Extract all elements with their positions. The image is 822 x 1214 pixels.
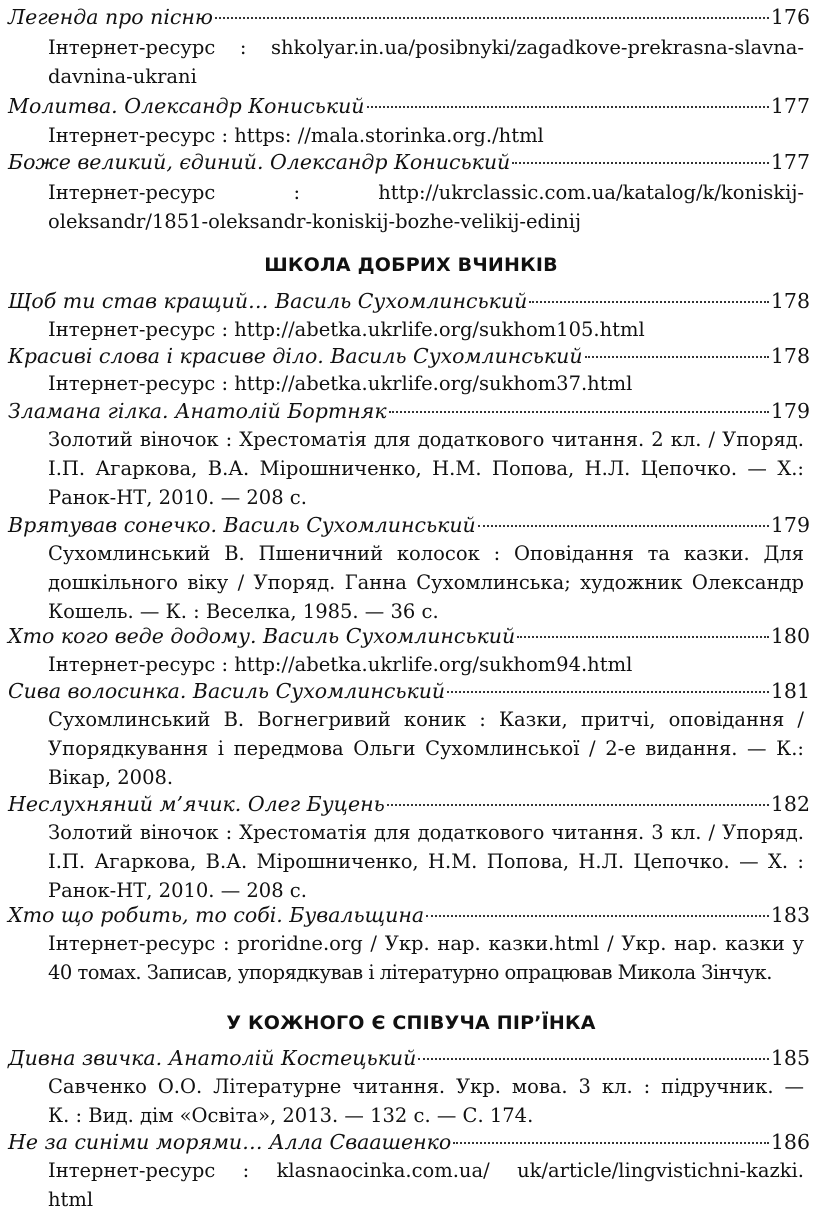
source-line: Ранок-НТ, 2010. — 208 с. — [48, 486, 307, 509]
source-line: davnina-ukrani — [48, 65, 197, 88]
entry-title: Врятував сонечко. Василь Сухомлинський — [8, 513, 476, 537]
entry-title: Молитва. Олександр Кониський — [8, 94, 365, 118]
source-line: К. : Вид. дім «Освіта», 2013. — 132 с. — С. 174. — [48, 1104, 534, 1127]
section-heading: У КОЖНОГО Є СПІВУЧА ПІР’ЇНКА — [226, 1012, 596, 1034]
dot-leader — [517, 635, 769, 638]
entry-page-number: 179 — [770, 513, 810, 537]
entry-page-number: 177 — [770, 150, 810, 174]
entry-source — [48, 818, 804, 905]
dot-leader — [389, 410, 769, 413]
entry-source — [48, 650, 804, 679]
entry-page-number: 186 — [770, 1130, 810, 1154]
dot-leader — [215, 16, 769, 19]
entry-source — [48, 369, 804, 398]
entry-page-number: 178 — [770, 344, 810, 368]
entry-page-number: 179 — [770, 399, 810, 423]
source-line: Інтернет-ресурс : https: //mala.storinka.org./html — [48, 124, 544, 147]
toc-entry — [8, 789, 810, 819]
toc-entry — [8, 2, 810, 32]
dot-leader — [585, 355, 769, 358]
source-line: 40 томах. Записав, упорядкував і літературно опрацював Микола Зінчук. — [48, 961, 772, 984]
entry-page-number: 183 — [770, 903, 810, 927]
entry-page-number: 185 — [770, 1046, 810, 1070]
entry-page-number: 181 — [770, 679, 810, 703]
source-line: Сухомлинський В. Пшеничний колосок : Оповідання та казки. Для — [48, 542, 804, 565]
source-line: oleksandr/1851-oleksandr-koniskij-bozhe-velikij-edinij — [48, 210, 582, 233]
entry-title: Хто що робить, то собі. Бувальщина — [8, 903, 425, 927]
entry-source — [48, 1072, 804, 1130]
toc-entry — [8, 1127, 810, 1157]
entry-page-number: 178 — [770, 289, 810, 313]
source-line: дошкільного віку / Упоряд. Ганна Сухомлинська; художник Олександр — [48, 571, 804, 594]
source-line: Кошель. — К. : Веселка, 1985. — 36 с. — [48, 600, 439, 623]
entry-source — [48, 705, 804, 792]
source-line: Упорядкування і передмова Ольги Сухомлинської / 2-е видання. — К.: — [48, 737, 804, 760]
entry-source — [48, 33, 804, 91]
entry-title: Дивна звичка. Анатолій Костецький — [8, 1046, 417, 1070]
dot-leader — [447, 690, 769, 693]
entry-source — [48, 1156, 804, 1214]
dot-leader — [478, 524, 769, 527]
entry-title: Щоб ти став кращий… Василь Сухомлинський — [8, 289, 528, 313]
source-line: Золотий віночок : Хрестоматія для додаткового читання. 3 кл. / Упоряд. — [48, 821, 804, 844]
toc-entry — [8, 621, 810, 651]
entry-page-number: 182 — [770, 792, 810, 816]
source-line: Інтернет-ресурс : http://abetka.ukrlife.org/sukhom105.html — [48, 318, 645, 341]
entry-title: Легенда про пісню — [8, 5, 213, 29]
source-line: html — [48, 1188, 94, 1211]
source-line: Ранок-НТ, 2010. — 208 с. — [48, 879, 307, 902]
source-line: І.П. Агаркова, В.А. Мірошниченко, Н.М. Попова, Н.Л. Цепочко. — Х. : — [48, 850, 804, 873]
entry-title: Сива волосинка. Василь Сухомлинський — [8, 679, 446, 703]
source-line: Інтернет-ресурс : klasnaocinka.com.ua/ uk/article/lingvistichni-kazki. — [48, 1159, 804, 1182]
entry-title: Неслухняний м’ячик. Олег Буцень — [8, 792, 385, 816]
entry-source — [48, 121, 804, 150]
toc-entry — [8, 147, 810, 177]
entry-title: Красиві слова і красиве діло. Василь Сухомлинський — [8, 344, 583, 368]
entry-source — [48, 425, 804, 512]
toc-entry — [8, 341, 810, 371]
entry-source — [48, 929, 804, 987]
toc-entry — [8, 676, 810, 706]
dot-leader — [529, 300, 769, 303]
source-line: Інтернет-ресурс : proridne.org / Укр. нар. казки.html / Укр. нар. казки у — [48, 932, 804, 955]
source-line: Сухомлинський В. Вогнегривий коник : Казки, притчі, оповідання / — [48, 708, 804, 731]
section-heading: ШКОЛА ДОБРИХ ВЧИНКІВ — [264, 254, 558, 276]
dot-leader — [418, 1057, 769, 1060]
toc-entry — [8, 91, 810, 121]
dot-leader — [512, 161, 769, 164]
dot-leader — [367, 105, 769, 108]
source-line: Інтернет-ресурс : http://abetka.ukrlife.org/sukhom94.html — [48, 653, 633, 676]
toc-entry — [8, 396, 810, 426]
source-line: Вікар, 2008. — [48, 766, 174, 789]
entry-source — [48, 315, 804, 344]
entry-title: Хто кого веде додому. Василь Сухомлинський — [8, 624, 516, 648]
toc-entry — [8, 286, 810, 316]
entry-title: Зламана гілка. Анатолій Бортняк — [8, 399, 387, 423]
dot-leader — [453, 1141, 769, 1144]
toc-entry — [8, 900, 810, 930]
entry-title: Не за синіми морями… Алла Сваашенко — [8, 1130, 452, 1154]
source-line: Інтернет-ресурс : http://abetka.ukrlife.org/sukhom37.html — [48, 372, 633, 395]
toc-entry — [8, 510, 810, 540]
entry-title: Боже великий, єдиний. Олександр Кониський — [8, 150, 511, 174]
entry-page-number: 176 — [770, 5, 810, 29]
entry-page-number: 177 — [770, 94, 810, 118]
toc-entry — [8, 1043, 810, 1073]
source-line: Інтернет-ресурс : shkolyar.in.ua/posibnyki/zagadkove-prekrasna-slavna- — [48, 36, 804, 59]
source-line: Савченко О.О. Літературне читання. Укр. мова. 3 кл. : підручник. — — [48, 1075, 804, 1098]
dot-leader — [387, 803, 769, 806]
entry-source — [48, 539, 804, 626]
entry-page-number: 180 — [770, 624, 810, 648]
entry-source — [48, 178, 804, 236]
dot-leader — [426, 914, 769, 917]
source-line: І.П. Агаркова, В.А. Мірошниченко, Н.М. Попова, Н.Л. Цепочко. — Х.: — [48, 457, 804, 480]
source-line: Золотий віночок : Хрестоматія для додаткового читання. 2 кл. / Упоряд. — [48, 428, 804, 451]
source-line: Інтернет-ресурс : http://ukrclassic.com.ua/katalog/k/koniskij- — [48, 181, 804, 204]
